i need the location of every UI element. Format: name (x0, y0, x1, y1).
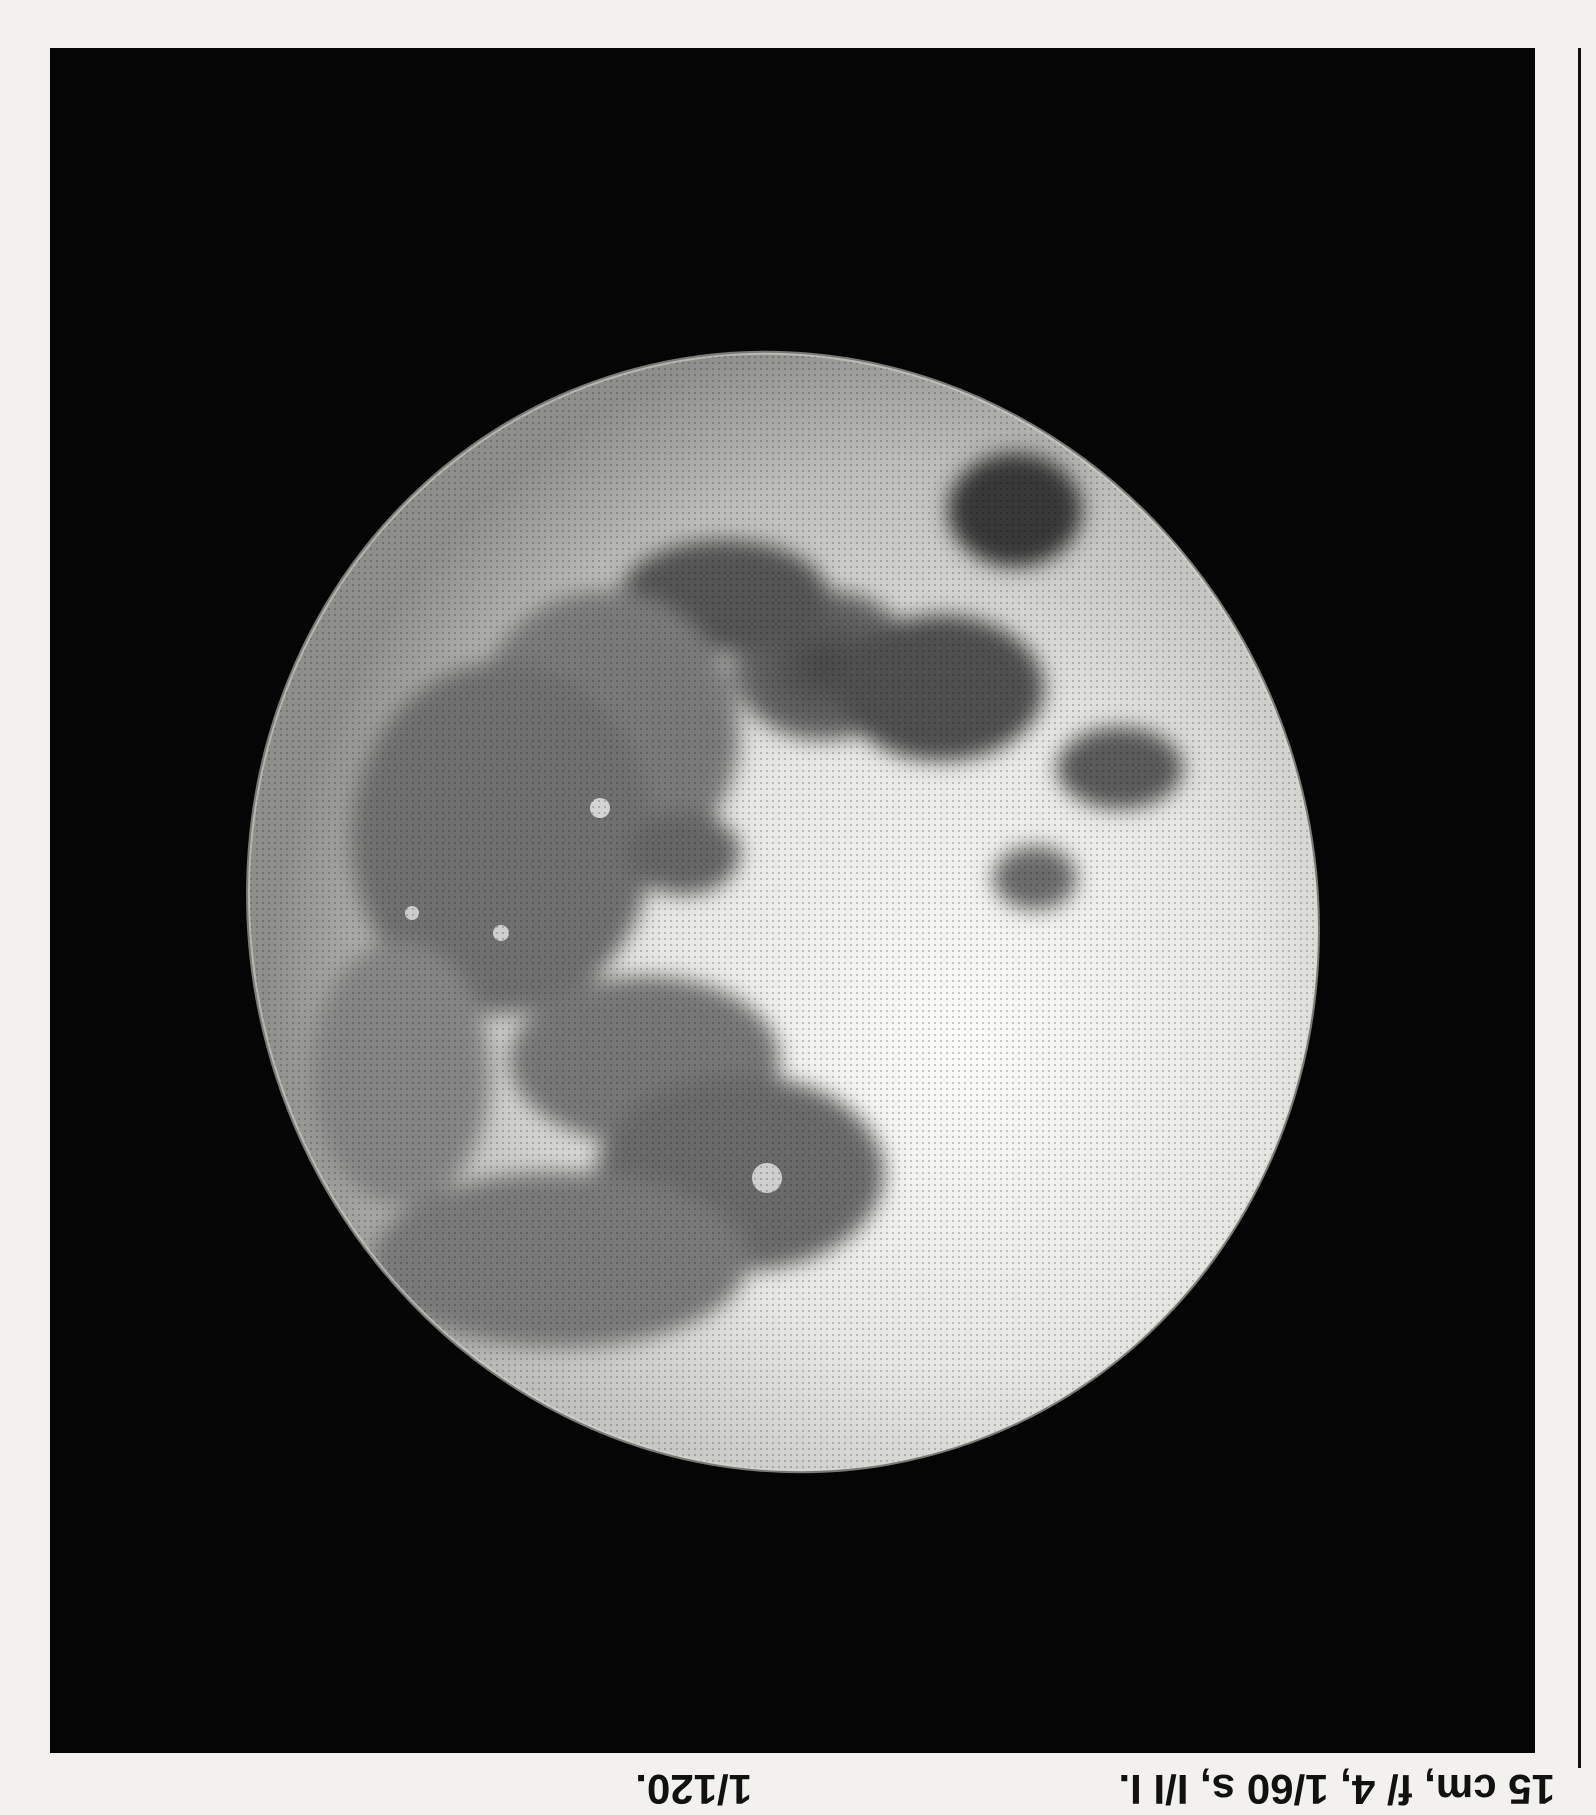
plate-reference: 1/120. (635, 1766, 752, 1813)
moon-photograph (50, 48, 1535, 1753)
photo-caption: 15 cm, f/ 4, 1/60 s, I/I I. (1118, 1766, 1555, 1813)
moon-image (50, 48, 1535, 1753)
page-border-line (1578, 48, 1581, 1768)
